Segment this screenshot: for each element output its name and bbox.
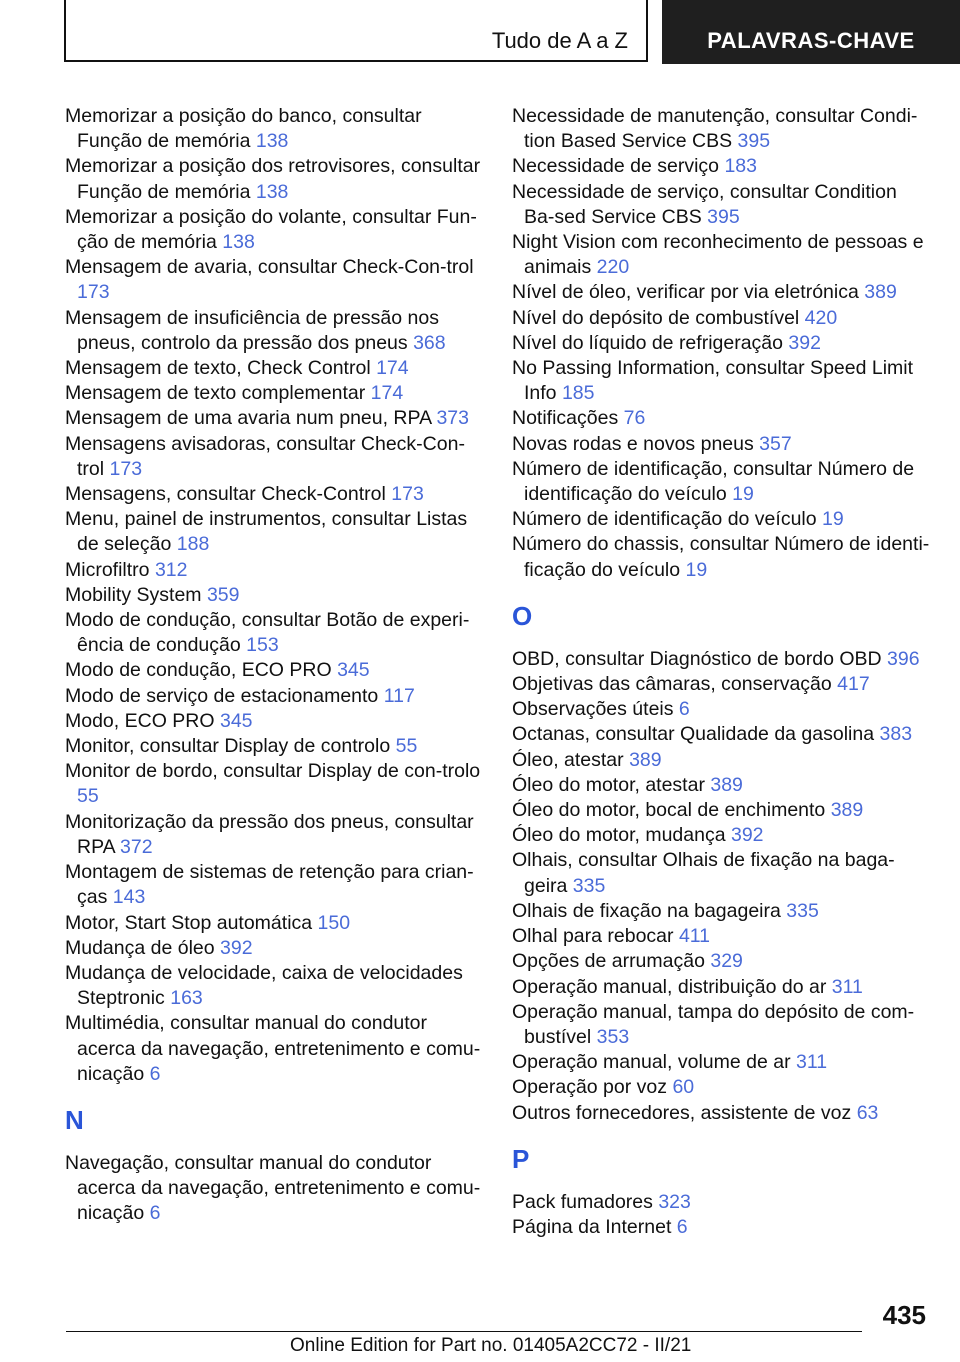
- index-entry: [512, 798, 932, 823]
- index-entry-text: Modo, ECO PRO: [65, 709, 215, 732]
- index-entry-text: Mobility System: [65, 583, 202, 606]
- index-entry: [512, 104, 932, 154]
- index-entry: [65, 507, 485, 557]
- index-entry: [65, 658, 485, 683]
- page-reference-link[interactable]: 153: [246, 634, 279, 657]
- index-entry: [65, 759, 485, 809]
- index-entry-text: Mensagem de texto, Check Control: [65, 357, 371, 380]
- section-title: Tudo de A a Z: [491, 28, 628, 53]
- page-reference-link[interactable]: 138: [255, 180, 289, 203]
- page-reference-link[interactable]: 150: [317, 911, 351, 934]
- index-entry-text: Navegação, consultar manual do condutor acerca da navegação, entretenimento e comu-nicação: [65, 1151, 481, 1225]
- index-entry-text: Operação manual, distribuição do ar: [512, 975, 827, 998]
- page-reference-link[interactable]: 392: [220, 936, 253, 959]
- index-letter-heading: O: [512, 600, 533, 631]
- page-reference-link[interactable]: 60: [672, 1076, 695, 1099]
- index-column-left: [65, 104, 485, 1227]
- index-entry: [512, 306, 932, 331]
- page-reference-link[interactable]: 220: [596, 256, 630, 279]
- index-entry-text: Nível do depósito de combustível: [512, 306, 800, 329]
- index-entry-text: Mensagem de uma avaria num pneu, RPA: [65, 407, 432, 430]
- index-entry-text: Número de identificação do veículo: [512, 508, 817, 531]
- index-letter-heading: P: [512, 1143, 530, 1174]
- index-entry: [512, 1050, 932, 1075]
- index-entry: [65, 482, 485, 507]
- index-entry-text: Número de identificação, consultar Número de identificação do veículo: [512, 457, 915, 506]
- index-entry: [512, 154, 932, 179]
- index-entry: [512, 356, 932, 406]
- index-entry-text: Monitor, consultar Display de controlo: [65, 735, 391, 758]
- page-reference-link[interactable]: 311: [831, 975, 863, 998]
- index-entry: [65, 356, 485, 381]
- index-entry: [512, 848, 932, 898]
- index-entry: [512, 773, 932, 798]
- page-reference-link[interactable]: 312: [154, 558, 188, 581]
- index-entry-text: Mensagens avisadoras, consultar Check-Con-trol: [65, 432, 465, 480]
- index-entry-text: Modo de serviço de estacionamento: [65, 684, 379, 707]
- index-entry-text: No Passing Information, consultar Speed Limit Info: [512, 357, 914, 405]
- page-reference-link[interactable]: 138: [222, 231, 255, 254]
- index-entry: [512, 1075, 932, 1100]
- index-entry: [512, 672, 932, 697]
- page-reference-link[interactable]: 174: [376, 357, 409, 380]
- index-letter-heading: N: [65, 1104, 84, 1135]
- index-entry: [512, 432, 932, 457]
- index-entry: [512, 1215, 932, 1240]
- index-entry: [65, 432, 485, 482]
- index-entry-text: Mensagens, consultar Check-Control: [65, 483, 386, 506]
- index-entry: [65, 381, 485, 406]
- index-entry: [512, 1190, 932, 1215]
- index-entry: [512, 532, 932, 582]
- index-entry: [512, 722, 932, 747]
- index-entry: [512, 457, 932, 507]
- index-entry-text: Pack fumadores: [512, 1190, 653, 1213]
- index-entry-text: Motor, Start Stop automática: [65, 911, 313, 934]
- index-entry-text: OBD, consultar Diagnóstico de bordo OBD: [512, 647, 882, 670]
- page-reference-link[interactable]: 55: [77, 785, 99, 808]
- page-reference-link[interactable]: 19: [685, 558, 708, 581]
- index-entry-text: Olhais, consultar Olhais de fixação na baga-geira: [512, 849, 895, 897]
- index-entry-text: Opções de arrumação: [512, 950, 705, 973]
- page-reference-link[interactable]: 143: [112, 886, 146, 909]
- page-reference-link[interactable]: 420: [804, 306, 838, 329]
- page-reference-link[interactable]: 117: [383, 684, 415, 707]
- page-reference-link[interactable]: 173: [77, 281, 110, 304]
- page-reference-link[interactable]: 345: [219, 709, 253, 732]
- index-entry-text: Monitorização da pressão dos pneus, consultar RPA: [65, 810, 474, 858]
- index-entry-text: Notificações: [512, 407, 619, 430]
- index-entry: [512, 823, 932, 848]
- page-reference-link[interactable]: 357: [759, 432, 792, 455]
- page-reference-link[interactable]: 6: [149, 1202, 161, 1225]
- page-reference-link[interactable]: 383: [879, 723, 913, 746]
- index-entry-text: Óleo do motor, atestar: [512, 773, 705, 796]
- index-entry-text: Memorizar a posição dos retrovisores, consultar Função de memória: [65, 155, 481, 203]
- index-entry-text: Operação manual, tampa do depósito de com-bustível: [512, 1000, 915, 1048]
- index-entry-text: Operação por voz: [512, 1076, 668, 1099]
- index-entry-text: Nível de óleo, verificar por via eletrónica: [512, 281, 859, 304]
- page-reference-link[interactable]: 19: [732, 483, 754, 506]
- index-entry: [512, 507, 932, 532]
- page-reference-link[interactable]: 163: [170, 987, 203, 1010]
- chapter-title: PALAVRAS-CHAVE: [707, 28, 915, 53]
- page-reference-link[interactable]: 323: [658, 1190, 691, 1213]
- index-entry-text: Multimédia, consultar manual do condutor acerca da navegação, entretenimento e comu-nicação: [65, 1012, 481, 1085]
- index-entry: [512, 975, 932, 1000]
- index-entry: [512, 230, 932, 280]
- index-entry: [65, 860, 485, 910]
- page-reference-link[interactable]: 395: [737, 130, 771, 153]
- page-reference-link[interactable]: 63: [856, 1101, 879, 1124]
- page-reference-link[interactable]: 55: [395, 735, 418, 758]
- index-entry: [65, 205, 485, 255]
- index-entry: [65, 734, 485, 759]
- index-entry-text: Necessidade de serviço: [512, 155, 720, 178]
- page-reference-link[interactable]: 6: [149, 1062, 161, 1085]
- page-reference-link[interactable]: 19: [822, 508, 844, 531]
- page-reference-link[interactable]: 389: [830, 799, 864, 822]
- page-reference-link[interactable]: 395: [707, 205, 740, 228]
- page-reference-link[interactable]: 417: [837, 673, 870, 696]
- index-entry-text: Óleo do motor, mudança: [512, 824, 726, 847]
- page-reference-link[interactable]: 392: [788, 331, 821, 354]
- page-reference-link[interactable]: 335: [572, 874, 606, 897]
- index-entry-text: Night Vision com reconhecimento de pessoas e animais: [512, 231, 924, 279]
- index-entry: [65, 936, 485, 961]
- page-reference-link[interactable]: 76: [623, 407, 646, 430]
- index-entry-text: Octanas, consultar Qualidade da gasolina: [512, 723, 875, 746]
- page-reference-link[interactable]: 389: [710, 773, 743, 796]
- index-entry: [65, 810, 485, 860]
- index-entry-text: Mensagem de texto complementar: [65, 382, 366, 405]
- page-reference-link[interactable]: 188: [176, 533, 210, 556]
- index-entry-text: Montagem de sistemas de retenção para crian-ças: [65, 861, 474, 909]
- index-entry-text: Necessidade de manutenção, consultar Condi-tion Based Service CBS: [512, 105, 918, 153]
- page-reference-link[interactable]: 389: [864, 281, 897, 304]
- page-reference-link[interactable]: 411: [678, 925, 711, 948]
- index-entry-text: Microfiltro: [65, 558, 150, 581]
- page-reference-link[interactable]: 138: [255, 130, 289, 153]
- index-entry-text: Modo de condução, consultar Botão de experi-ência de condução: [65, 609, 470, 657]
- index-entry-text: Óleo, atestar: [512, 748, 624, 771]
- index-entry-text: Mensagem de avaria, consultar Check-Con-trol: [65, 256, 474, 279]
- index-entry: [512, 697, 932, 722]
- index-entry-text: Página da Internet: [512, 1215, 672, 1238]
- index-entry: [512, 949, 932, 974]
- header-frame: [64, 0, 648, 62]
- index-entry: [65, 583, 485, 608]
- index-entry-text: Objetivas das câmaras, conservação: [512, 673, 832, 696]
- index-entry: [65, 1151, 485, 1227]
- page-reference-link[interactable]: 353: [596, 1025, 630, 1048]
- index-entry: [512, 406, 932, 431]
- page-reference-link[interactable]: 359: [206, 583, 240, 606]
- page-reference-link[interactable]: 335: [786, 899, 819, 922]
- index-entry-text: Óleo do motor, bocal de enchimento: [512, 799, 826, 822]
- index-entry: [65, 1011, 485, 1087]
- index-entry: [512, 647, 932, 672]
- index-entry: [65, 684, 485, 709]
- chapter-tab: [662, 0, 960, 64]
- index-entry: [65, 911, 485, 936]
- page-reference-link[interactable]: 6: [678, 698, 690, 721]
- page-reference-link[interactable]: 329: [710, 950, 743, 973]
- page-reference-link[interactable]: 392: [730, 824, 764, 847]
- index-entry-text: Mudança de velocidade, caixa de velocidades Steptronic: [65, 961, 463, 1010]
- index-entry-text: Novas rodas e novos pneus: [512, 432, 754, 455]
- index-entry-text: Necessidade de serviço, consultar Condition Ba-sed Service CBS: [512, 180, 897, 228]
- footer-edition: Online Edition for Part no. 01405A2CC72 - II/21: [290, 1335, 692, 1356]
- page-reference-link[interactable]: 183: [724, 155, 757, 178]
- index-entry-text: Olhal para rebocar: [512, 925, 674, 948]
- page-reference-link[interactable]: 173: [109, 457, 143, 480]
- index-entry: [512, 280, 932, 305]
- index-entry-text: Mensagem de insuficiência de pressão nos pneus, controlo da pressão dos pneus: [65, 306, 439, 354]
- index-entry-text: Outros fornecedores, assistente de voz: [512, 1101, 852, 1124]
- index-entry-text: Menu, painel de instrumentos, consultar Listas de seleção: [65, 508, 468, 556]
- footer-divider: [66, 1331, 862, 1332]
- page-reference-link[interactable]: 173: [391, 483, 424, 506]
- index-column-right: [512, 104, 932, 1240]
- index-entry: [65, 104, 485, 154]
- index-entry: [512, 1000, 932, 1050]
- index-entry: [512, 924, 932, 949]
- index-entry: [512, 180, 932, 230]
- index-entry-text: Observações úteis: [512, 698, 674, 721]
- page-number: 435: [882, 1300, 926, 1330]
- index-entry-text: Olhais de fixação na bagageira: [512, 899, 781, 922]
- index-entry: [65, 558, 485, 583]
- page-reference-link[interactable]: 311: [796, 1051, 828, 1074]
- index-entry: [65, 255, 485, 305]
- index-entry-text: Número do chassis, consultar Número de identi-ficação do veículo: [512, 533, 930, 581]
- index-entry: [65, 709, 485, 734]
- page-reference-link[interactable]: 396: [887, 647, 920, 670]
- page-reference-link[interactable]: 368: [413, 331, 446, 354]
- page-reference-link[interactable]: 389: [629, 748, 662, 771]
- index-entry: [65, 608, 485, 658]
- page-reference-link[interactable]: 174: [370, 382, 404, 405]
- page-reference-link[interactable]: 185: [561, 382, 595, 405]
- index-entry-text: Memorizar a posição do banco, consultar Função de memória: [65, 105, 422, 153]
- index-entry: [65, 961, 485, 1011]
- page-reference-link[interactable]: 6: [676, 1215, 688, 1238]
- page-reference-link[interactable]: 373: [436, 407, 469, 430]
- page-reference-link[interactable]: 372: [120, 835, 153, 858]
- index-entry-text: Monitor de bordo, consultar Display de con-trolo: [65, 760, 481, 783]
- index-entry: [512, 331, 932, 356]
- index-entry: [65, 406, 485, 431]
- index-entry-text: Mudança de óleo: [65, 936, 215, 959]
- page-reference-link[interactable]: 345: [337, 659, 370, 682]
- index-entry: [512, 1101, 932, 1126]
- index-entry-text: Memorizar a posição do volante, consultar Fun-ção de memória: [65, 205, 477, 254]
- index-entry: [512, 748, 932, 773]
- index-entry-text: Nível do líquido de refrigeração: [512, 331, 783, 354]
- index-entry-text: Modo de condução, ECO PRO: [65, 659, 332, 682]
- index-entry: [65, 306, 485, 356]
- index-entry-text: Operação manual, volume de ar: [512, 1051, 791, 1074]
- index-entry: [65, 154, 485, 204]
- index-entry: [512, 899, 932, 924]
